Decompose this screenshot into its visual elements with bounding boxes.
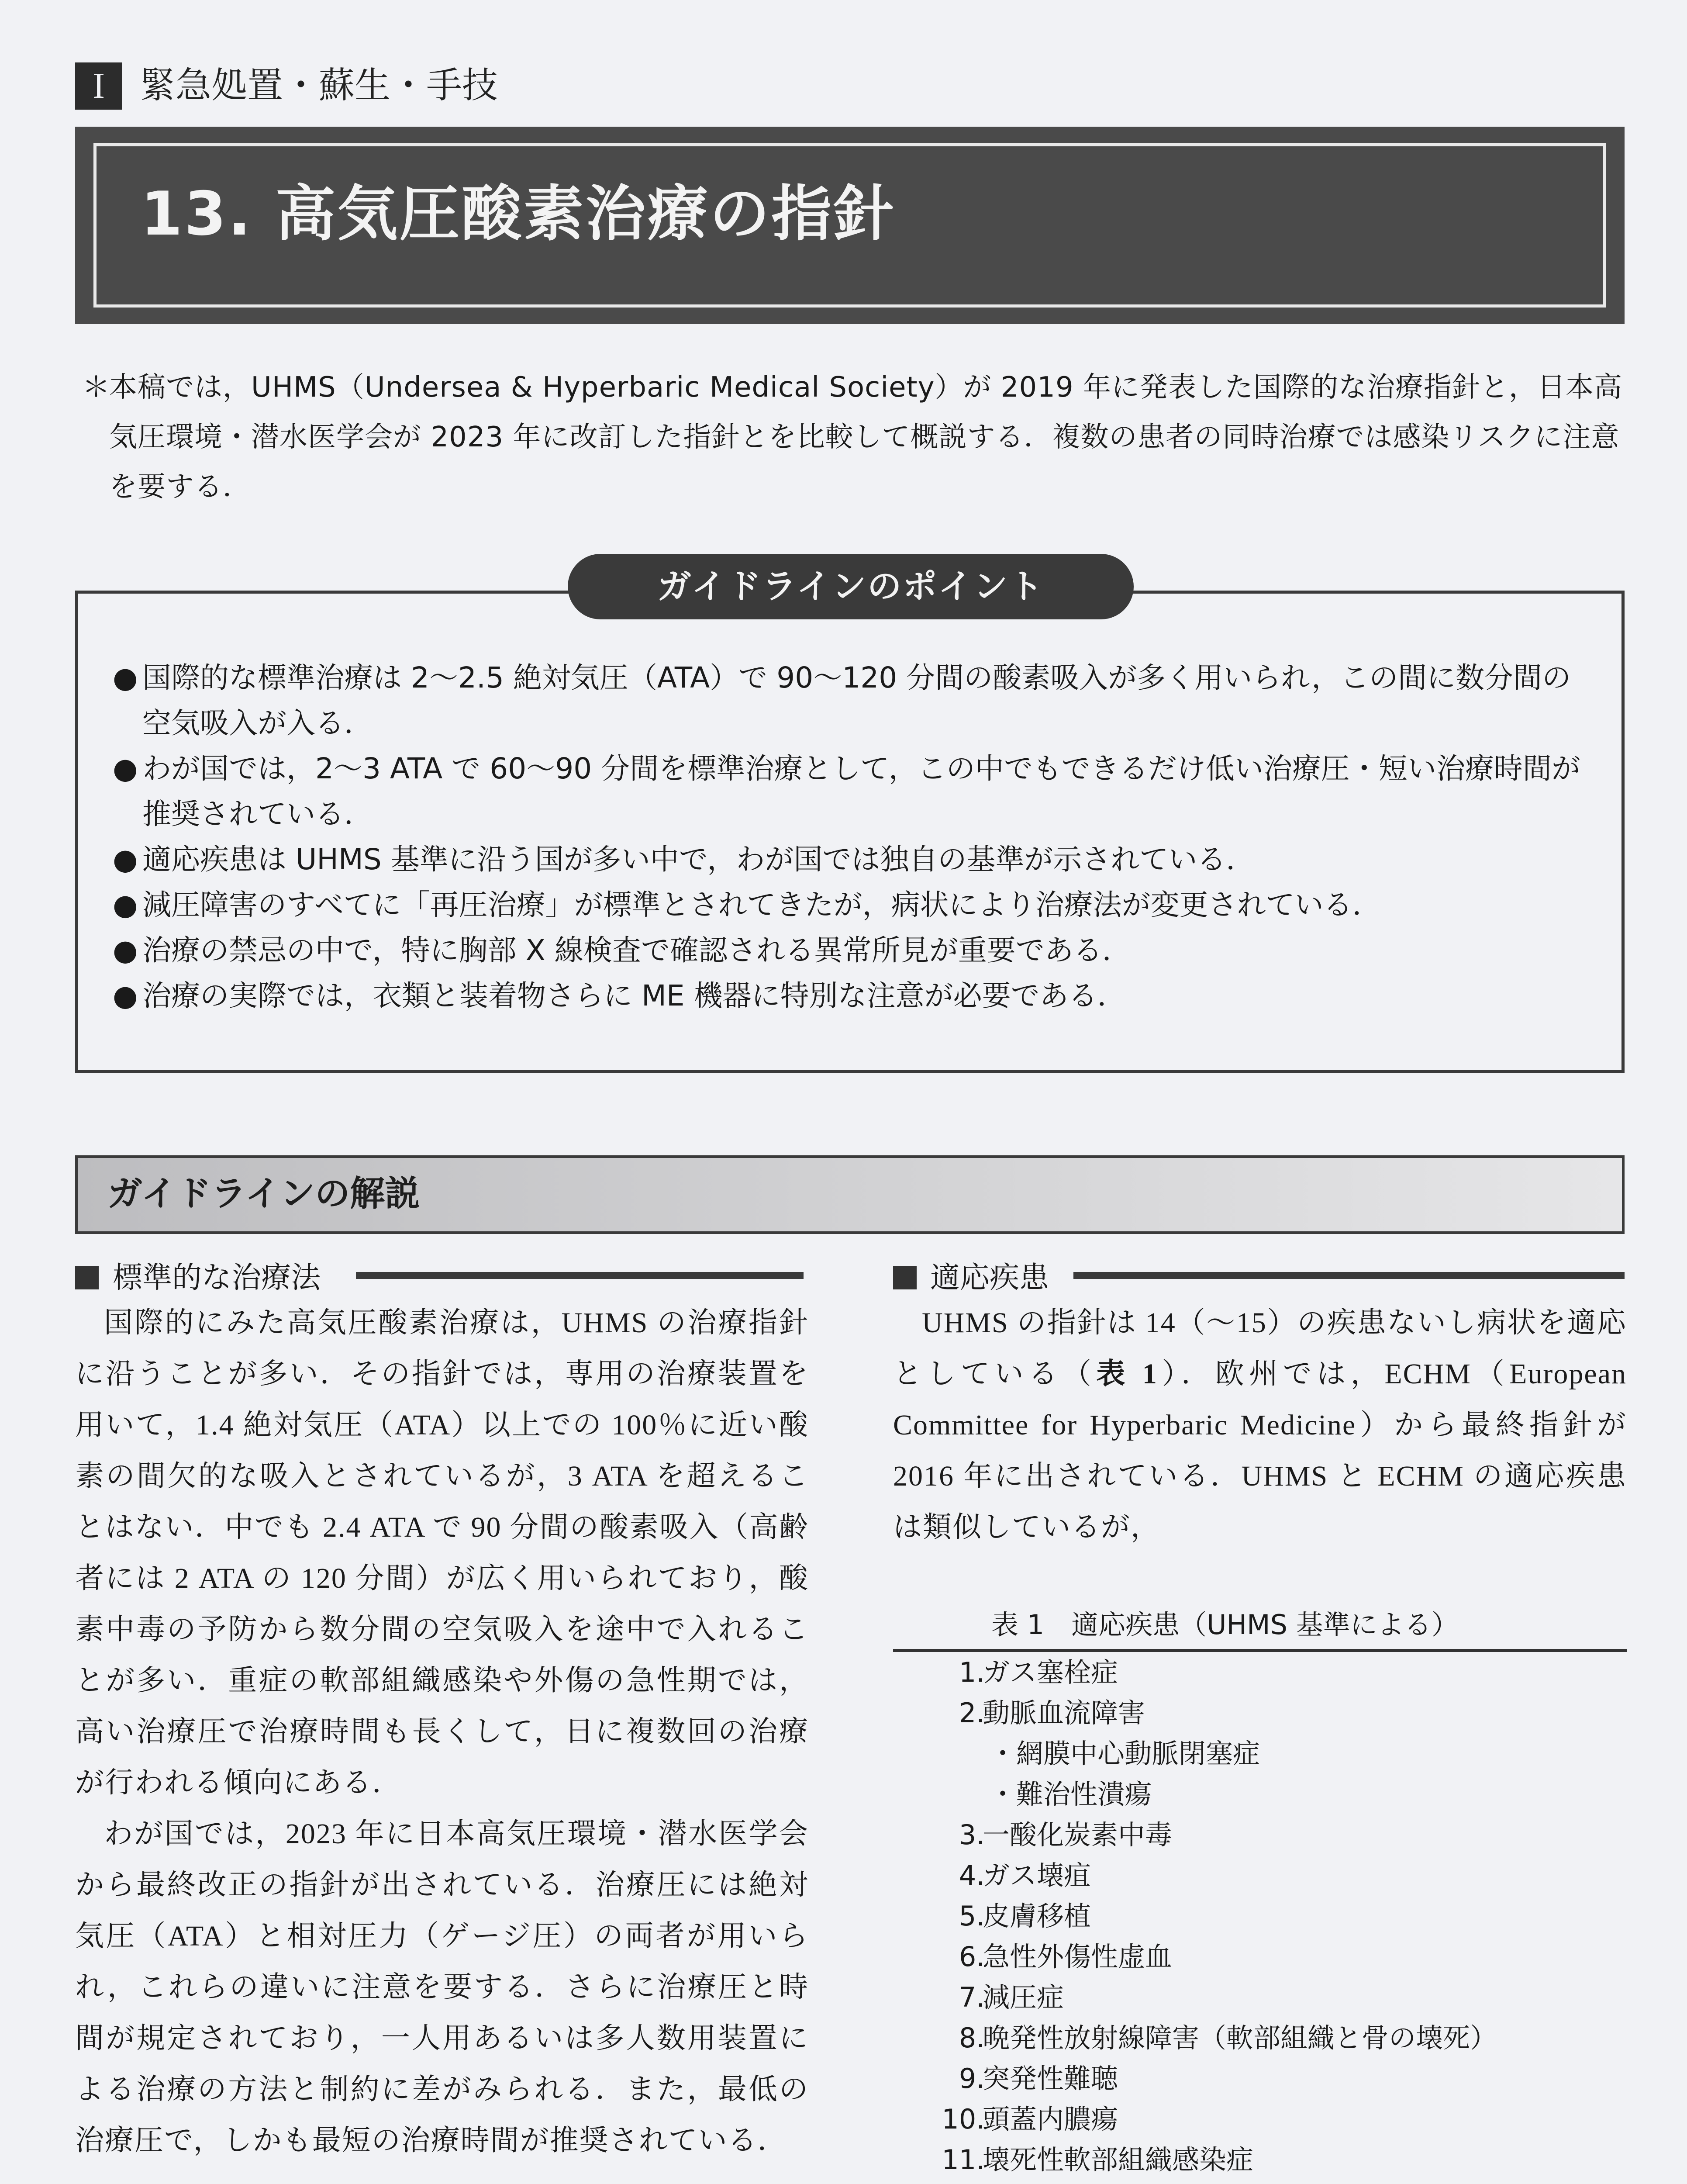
bullet-icon: ● bbox=[113, 843, 138, 876]
right-heading: 適応疾患 bbox=[930, 1261, 1049, 1295]
table-row: 1. ガス塞栓症 bbox=[959, 1656, 1118, 1688]
guide-title: ガイドラインの解説 bbox=[107, 1173, 420, 1214]
bullet-icon: ● bbox=[113, 752, 138, 785]
table-caption: 表 1 適応疾患（UHMS 基準による） bbox=[991, 1609, 1459, 1641]
bullet-icon: ● bbox=[113, 933, 138, 967]
intro-note bbox=[82, 363, 1628, 512]
bullet-icon: ● bbox=[113, 979, 138, 1013]
body-paragraph: わが国では，2023 年に日本高気圧環境・潜水医学会から最終改正の指針が出されている．治療圧には絶対気圧（ATA）と相対圧力（ゲージ圧）の両者が用いられ，これらの違いに注意を要する．さらに治療圧と時間が規定されており，一人用あるいは多人数用装置による治療の方法と制約に差がみられる．また，最低の治療圧で，しかも最短の治療時間が推奨されている． bbox=[75, 1818, 809, 2156]
table-row: 9. 突発性難聴 bbox=[959, 2063, 1118, 2094]
chapter-title: 13. 高気圧酸素治療の指針 bbox=[141, 179, 896, 249]
table-row: ・網膜中心動脈閉塞症 bbox=[989, 1738, 1260, 1769]
points-title: ガイドラインのポイント bbox=[568, 554, 1134, 619]
table-row: 3. 一酸化炭素中毒 bbox=[959, 1819, 1173, 1851]
list-item: ● 適応疾患は UHMS 基準に沿う国が多い中で，わが国では独自の基準が示されている． bbox=[113, 837, 1593, 882]
table-row: 8. 晩発性放射線障害（軟部組織と骨の壊死） bbox=[959, 2022, 1497, 2054]
list-item: ● 減圧障害のすべてに「再圧治療」が標準とされてきたが，病状により治療法が変更されている． bbox=[113, 882, 1593, 928]
table-row: 4. ガス壊疽 bbox=[959, 1859, 1091, 1891]
table-row: ・難治性潰瘍 bbox=[989, 1778, 1152, 1810]
chapter-banner bbox=[75, 127, 1625, 324]
list-item: ● 国際的な標準治療は 2〜2.5 絶対気圧（ATA）で 90〜120 分間の酸素吸入が多く用いられ，この間に数分間の空気吸入が入る． bbox=[113, 655, 1593, 746]
indications-table bbox=[893, 1652, 1627, 2184]
table-row: 7. 減圧症 bbox=[959, 1981, 1064, 2013]
body-paragraph: UHMS の指針は 14（〜15）の疾患ないし病状を適応としている（表 1）．欧州では，ECHM（European Committee for Hyperbaric Medicine）から最終指針が 2016 年に出されている．UHMS と ECHM の適応疾患は類似しているが， bbox=[893, 1307, 1627, 1543]
list-item: ● 治療の禁忌の中で，特に胸部 X 線検査で確認される異常所見が重要である． bbox=[113, 928, 1593, 973]
intro-text: 本稿では，UHMS（Undersea & Hyperbaric Medical Society）が 2019 年に発表した国際的な治療指針と，日本高気圧環境・潜水医学会が 2023 年に改訂した指針とを比較して概説する．複数の患者の同時治療では感染リスクに注意を要する． bbox=[109, 371, 1623, 503]
body-paragraph: 国際的にみた高気圧酸素治療は，UHMS の治療指針に沿うことが多い．その指針では，専用の治療装置を用いて，1.4 絶対気圧（ATA）以上での 100％に近い酸素の間欠的な吸入とされているが，3 ATA を超えることはない．中でも 2.4 ATA で 90 分間の酸素吸入（高齢者には 2 ATA の 120 分間）が広く用いられており，酸素中毒の予防から数分間の空気吸入を途中で入れることが多い．重症の軟部組織感染や外傷の急性期では，高い治療圧で治療時間も長くして，日に複数回の治療が行われる傾向にある． bbox=[75, 1307, 809, 1799]
section-title: 緊急処置・蘇生・手技 bbox=[140, 65, 498, 106]
list-item: ● 治療の実際では，衣類と装着物さらに ME 機器に特別な注意が必要である． bbox=[113, 973, 1593, 1019]
table-row: 2. 動脈血流障害 bbox=[959, 1697, 1145, 1729]
right-column bbox=[893, 1297, 1627, 1553]
table-row: 11. 壊死性軟部組織感染症 bbox=[942, 2144, 1254, 2176]
list-item: ● わが国では，2〜3 ATA で 60〜90 分間を標準治療として，この中でもできるだけ低い治療圧・短い治療時間が推奨されている． bbox=[113, 746, 1593, 837]
points-list bbox=[113, 655, 1593, 1019]
section-badge: I bbox=[75, 62, 122, 110]
square-icon bbox=[75, 1266, 99, 1289]
table-row bbox=[893, 2180, 1627, 2184]
table-row: 10. 頭蓋内膿瘍 bbox=[942, 2103, 1118, 2135]
heading-rule bbox=[1073, 1272, 1625, 1279]
left-heading: 標準的な治療法 bbox=[113, 1261, 321, 1295]
table-reference: 表 1 bbox=[1096, 1358, 1158, 1390]
left-column bbox=[75, 1297, 809, 2166]
note-mark: ＊ bbox=[82, 371, 110, 404]
square-icon bbox=[893, 1266, 917, 1289]
heading-rule bbox=[356, 1272, 804, 1279]
bullet-icon: ● bbox=[113, 661, 138, 695]
table-row: 5. 皮膚移植 bbox=[959, 1900, 1091, 1932]
table-top-rule bbox=[893, 1649, 1627, 1652]
table-row: 6. 急性外傷性虚血 bbox=[959, 1941, 1173, 1973]
bullet-icon: ● bbox=[113, 888, 138, 922]
